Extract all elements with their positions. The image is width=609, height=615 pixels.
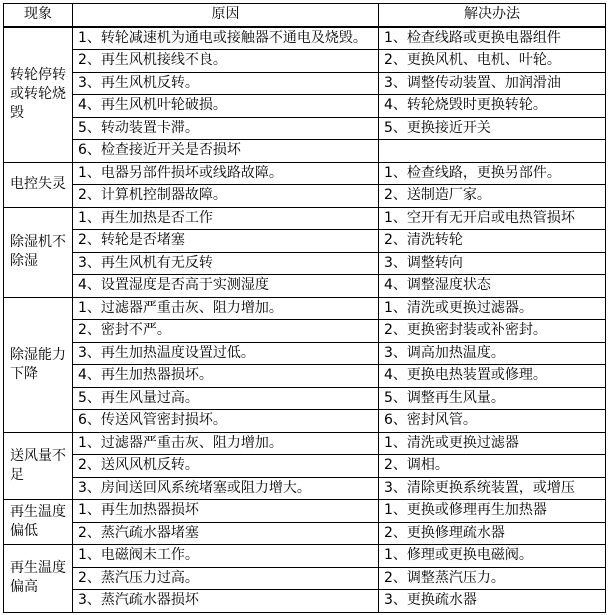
solution-cell: 4、转轮烧毁时更换转轮。: [379, 95, 606, 118]
table-row: [4, 522, 606, 545]
table-row: [4, 590, 606, 613]
cause-cell: 1、过滤器严重击灰、阻力增加。: [73, 432, 379, 455]
solution-cell: 3、调整转向: [379, 252, 606, 275]
cause-cell: 2、蒸汽压力过高。: [73, 567, 379, 590]
table-row: [4, 252, 606, 275]
solution-cell: 2、调整蒸汽压力。: [379, 567, 606, 590]
cause-cell: 6、检查接近开关是否损坏: [73, 140, 379, 163]
solution-cell: 3、调高加热温度。: [379, 342, 606, 365]
table-row: [4, 297, 606, 320]
cause-cell: 2、转轮是否堵塞: [73, 230, 379, 253]
solution-cell: 1、检查线路，更换另部件。: [379, 162, 606, 185]
solution-cell: 3、更换疏水器: [379, 590, 606, 613]
solution-cell: 1、更换或修理再生加热器: [379, 500, 606, 523]
cause-cell: 3、再生风机有无反转: [73, 252, 379, 275]
cause-cell: 1、电器另部件损坏或线路故障。: [73, 162, 379, 185]
cause-cell: 2、密封不严。: [73, 320, 379, 343]
solution-cell: 1、清洗或更换过滤器。: [379, 297, 606, 320]
cause-cell: 3、再生风机反转。: [73, 72, 379, 95]
table-row: [4, 365, 606, 388]
solution-cell: 1、检查线路或更换电器组件: [379, 27, 606, 50]
table-row: [4, 455, 606, 478]
phenomenon-cell-low-airflow: 送风量不足: [4, 432, 73, 500]
solution-cell: 1、修理或更换电磁阀。: [379, 545, 606, 568]
table-row: [4, 500, 606, 523]
table-row: [4, 275, 606, 298]
solution-cell: 5、调整再生风量。: [379, 387, 606, 410]
cause-cell: 5、再生风量过高。: [73, 387, 379, 410]
cause-cell: 2、计算机控制器故障。: [73, 185, 379, 208]
cause-cell: 3、蒸汽疏水器损坏: [73, 590, 379, 613]
table-row: [4, 230, 606, 253]
table-row: [4, 342, 606, 365]
table-row: [4, 545, 606, 568]
phenomenon-cell-no-dehumidify: 除湿机不除湿: [4, 207, 73, 297]
solution-cell: 4、更换电热装置或修理。: [379, 365, 606, 388]
cause-cell: 3、房间送回风系统堵塞或阻力增大。: [73, 477, 379, 500]
solution-cell: 2、送制造厂家。: [379, 185, 606, 208]
phenomenon-cell-control-failure: 电控失灵: [4, 162, 73, 207]
cause-cell: 6、传送风管密封损坏。: [73, 410, 379, 433]
table-row: [4, 140, 606, 163]
solution-cell: 3、清除更换系统装置，或增压: [379, 477, 606, 500]
solution-cell: 2、更换风机、电机、叶轮。: [379, 50, 606, 73]
cause-cell: 2、送风风机反转。: [73, 455, 379, 478]
table-row: [4, 50, 606, 73]
solution-cell: 1、清洗或更换过滤器: [379, 432, 606, 455]
troubleshooting-table: [3, 3, 606, 613]
phenomenon-cell-regen-temp-high: 再生温度偏高: [4, 545, 73, 613]
table-row: [4, 95, 606, 118]
solution-cell: 1、空开有无开启或电热管损坏: [379, 207, 606, 230]
table-row: [4, 410, 606, 433]
solution-cell: 2、调相。: [379, 455, 606, 478]
header-row: [4, 4, 606, 27]
solution-cell: 2、清洗转轮: [379, 230, 606, 253]
cause-cell: 4、设置湿度是否高于实测湿度: [73, 275, 379, 298]
solution-cell: 4、调整湿度状态: [379, 275, 606, 298]
solution-cell: 2、更换密封装或补密封。: [379, 320, 606, 343]
cause-cell: 1、再生加热器损坏: [73, 500, 379, 523]
solution-cell: 5、更换接近开关: [379, 117, 606, 140]
solution-cell: 6、密封风管。: [379, 410, 606, 433]
solution-cell: 2、更换修理疏水器: [379, 522, 606, 545]
table-row: [4, 207, 606, 230]
table-row: [4, 162, 606, 185]
cause-cell: 3、再生加热温度设置过低。: [73, 342, 379, 365]
col-header-solution: 解决办法: [379, 4, 606, 27]
cause-cell: 5、转动装置卡滞。: [73, 117, 379, 140]
cause-cell: 1、过滤器严重击灰、阻力增加。: [73, 297, 379, 320]
solution-cell-empty: [379, 140, 606, 163]
cause-cell: 1、再生加热是否工作: [73, 207, 379, 230]
cause-cell: 1、转轮减速机为通电或接触器不通电及烧毁。: [73, 27, 379, 50]
cause-cell: 1、电磁阀未工作。: [73, 545, 379, 568]
cause-cell: 2、蒸汽疏水器堵塞: [73, 522, 379, 545]
phenomenon-cell-rotor-stop: 转轮停转或转轮烧毁: [4, 27, 73, 163]
table-row: [4, 117, 606, 140]
col-header-phenomenon: 现象: [4, 4, 73, 27]
phenomenon-cell-capacity-drop: 除湿能力下降: [4, 297, 73, 432]
cause-cell: 4、再生加热器损坏。: [73, 365, 379, 388]
table-row: [4, 72, 606, 95]
cause-cell: 2、再生风机接线不良。: [73, 50, 379, 73]
table-row: [4, 387, 606, 410]
table-row: [4, 477, 606, 500]
table-row: [4, 432, 606, 455]
table-row: [4, 320, 606, 343]
solution-cell: 3、调整传动装置、加润滑油: [379, 72, 606, 95]
table-row: [4, 185, 606, 208]
col-header-cause: 原因: [73, 4, 379, 27]
table-row: [4, 27, 606, 50]
table-row: [4, 567, 606, 590]
cause-cell: 4、再生风机叶轮破损。: [73, 95, 379, 118]
phenomenon-cell-regen-temp-low: 再生温度偏低: [4, 500, 73, 545]
